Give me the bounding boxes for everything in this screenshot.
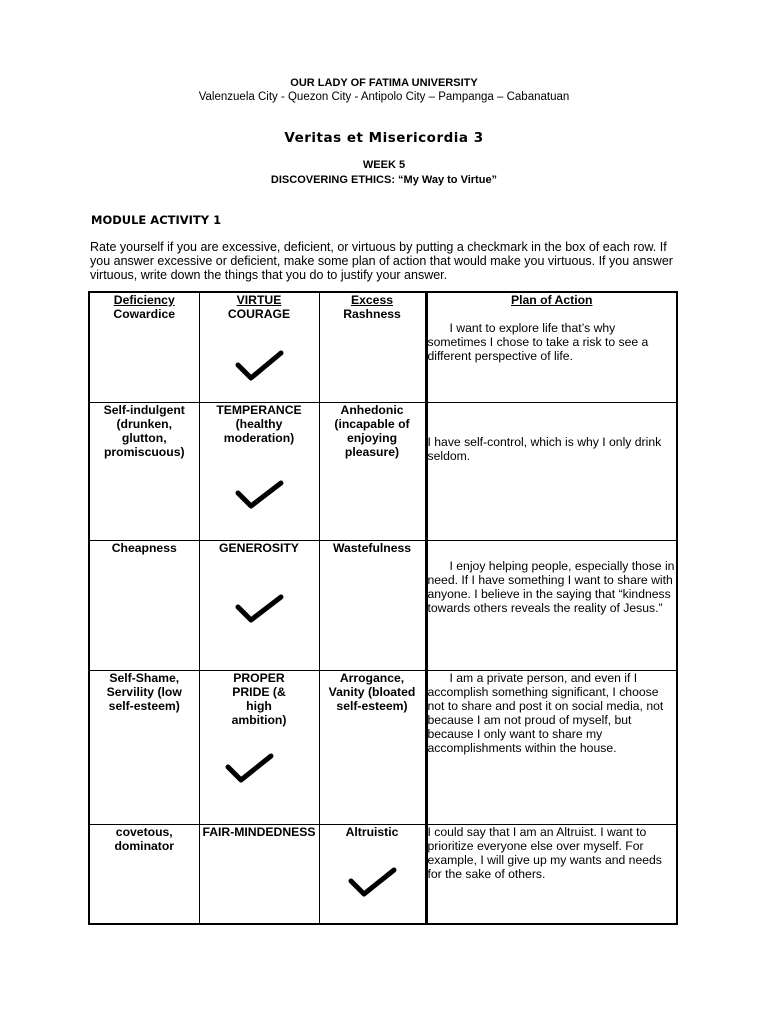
excess-cell [319,402,426,540]
checkmark-icon [232,348,286,384]
virtue-cell [199,824,319,924]
virtue-cell [199,292,319,402]
deficiency-text: Self-Shame, Servility (low self-esteem) [106,670,182,713]
deficiency-cell [89,540,199,670]
plan-text: I enjoy helping people, especially those in need. If I have something I want to share with anyone. I believe in the saying that “kindness towards others reveals the reality of Jesus.” [427,558,675,615]
virtue-header: VIRTUE [236,293,282,307]
table-row [89,540,677,670]
deficiency-header: Deficiency [113,293,175,307]
deficiency-cell [89,292,199,402]
deficiency-text: Cowardice [113,307,176,321]
plan-cell [426,670,677,824]
virtue-text: FAIR-MINDEDNESS [202,824,316,839]
plan-header: Plan of Action [511,293,593,307]
table-row [89,402,677,540]
deficiency-cell [89,670,199,824]
table-row [89,670,677,824]
plan-text: I could say that I am an Altruist. I want to prioritize everyone else over myself. For example, I will give up my wants and needs for the sake of others. [427,824,662,881]
virtue-text: GENEROSITY [219,540,299,555]
virtue-cell [199,540,319,670]
deficiency-text: Cheapness [111,540,177,555]
checkmark-icon [345,865,399,901]
checkmark-icon [232,593,286,629]
week-label: WEEK 5 [362,159,406,171]
virtue-cell [199,402,319,540]
excess-cell [319,292,426,402]
excess-text: Wastefulness [332,540,412,555]
virtue-cell [199,670,319,824]
plan-cell [426,540,677,670]
excess-cell [319,670,426,824]
excess-text: Arrogance, Vanity (bloated self-esteem) [328,670,416,713]
deficiency-text: Self-indulgent (drunken, glutton, promiscuous) [103,402,185,459]
excess-header: Excess [350,293,394,307]
excess-cell [319,824,426,924]
excess-text: Anhedonic (incapable of enjoying pleasure) [334,402,410,459]
plan-text: I have self-control, which is why I only drink seldom. [427,434,662,463]
deficiency-cell [89,402,199,540]
plan-cell [426,824,677,924]
virtue-text: TEMPERANCE (healthy moderation) [216,402,302,445]
checkmark-icon [222,751,276,787]
university-name: OUR LADY OF FATIMA UNIVERSITY [290,77,478,89]
virtue-text: PROPER PRIDE (& high ambition) [231,670,287,727]
plan-text: I am a private person, and even if I accomplish something significant, I choose not to share and post it on social media, not because I am not proud of myself, but because I only want to share my accomplishments within the house. [427,670,664,755]
excess-text: Rashness [343,307,401,321]
table-row [89,292,677,402]
deficiency-cell [89,824,199,924]
activity-instructions: Rate yourself if you are excessive, deficient, or virtuous by putting a checkmark in the box of each row. If you answer excessive or deficient, make some plan of action that would make you virtuous. If you answer virtuous, write down the things that you do to justify your answer. [90,240,673,282]
virtue-text: COURAGE [227,307,291,321]
deficiency-text: covetous, dominator [114,824,175,853]
activity-title: MODULE ACTIVITY 1 [91,213,222,227]
virtue-table [88,291,678,925]
checkmark-icon [232,479,286,515]
course-title: Veritas et Misericordia 3 [284,130,484,146]
table-row [89,824,677,924]
excess-cell [319,540,426,670]
plan-cell [426,402,677,540]
topic-title: DISCOVERING ETHICS: “My Way to Virtue” [270,174,498,186]
plan-text: I want to explore life that’s why sometimes I chose to take a risk to see a different perspective of life. [427,321,649,363]
excess-text: Altruistic [345,824,399,839]
campus-cities: Valenzuela City - Quezon City - Antipolo City – Pampanga – Cabanatuan [198,91,570,103]
plan-cell [426,292,677,402]
